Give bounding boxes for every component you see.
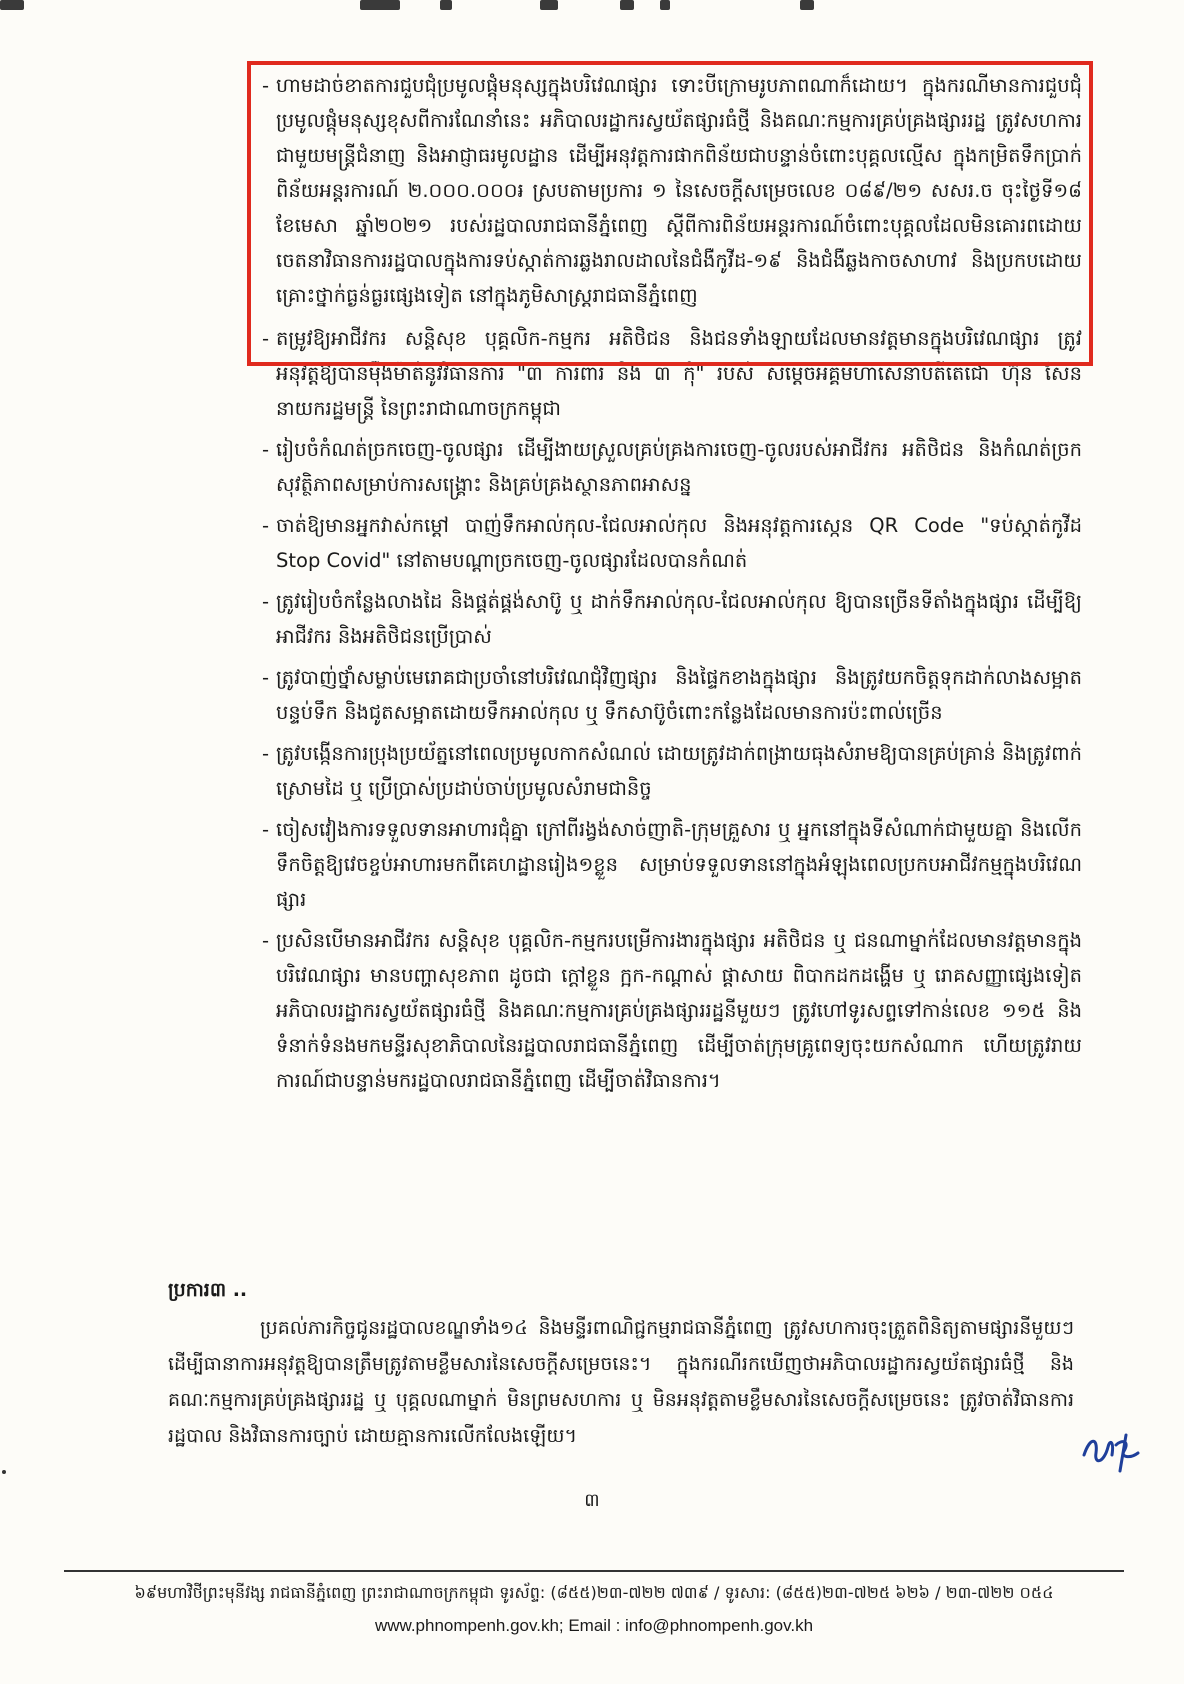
clause-3-title: ប្រការ៣ .. <box>168 1279 248 1301</box>
bullet-8: - ចៀសវៀងការទទួលទានអាហារជុំគ្នា ក្រៅពីរង្វង់សាច់ញាតិ-ក្រុមគ្រួសារ ឬ អ្នកនៅក្នុងទីសំណាក់ជាមួយគ្នា និងលើកទឹកចិត្តឱ្យវេចខ្ចប់អាហារមកពីគេហដ្ឋានរៀង១ខ្លួន សម្រាប់ទទួលទាននៅក្នុងអំឡុងពេលប្រកបអាជីវកម្មក្នុងបរិវេណផ្សារ <box>262 812 1082 917</box>
clause-3-body: ប្រគល់ភារកិច្ចជូនរដ្ឋបាលខណ្ឌទាំង១៤ និងមន្ទីរពាណិជ្ជកម្មរាជធានីភ្នំពេញ ត្រូវសហការចុះត្រួតពិនិត្យតាមផ្សារនីមួយៗ ដើម្បីធានាការអនុវត្តឱ្យបានត្រឹមត្រូវតាមខ្លឹមសារនៃសេចក្តីសម្រេចនេះ។ ក្នុងករណីរកឃើញថាអភិបាលរដ្ឋាករស្វយ័តផ្សារធំថ្មី និងគណៈកម្មការគ្រប់គ្រងផ្សាររដ្ឋ ឬ បុគ្គលណាម្នាក់ មិនព្រមសហការ ឬ មិនអនុវត្តតាមខ្លឹមសារនៃសេចក្តីសម្រេចនេះ ត្រូវចាត់វិធានការរដ្ឋបាល និងវិធានការច្បាប់ ដោយគ្មានការលើកលែងឡើយ។ <box>168 1317 1074 1447</box>
footer-divider <box>64 1570 1124 1572</box>
signature-initials <box>1080 1425 1150 1475</box>
bullet-1: - ហាមដាច់ខាតការជួបជុំប្រមូលផ្តុំមនុស្សក្នុងបរិវេណផ្សារ ទោះបីក្រោមរូបភាពណាក៏ដោយ។ ក្នុងករណីមានការជួបជុំប្រមូលផ្តុំមនុស្សខុសពីការណែនាំនេះ អភិបាលរដ្ឋាករស្វយ័តផ្សារធំថ្មី និងគណៈកម្មការគ្រប់គ្រងផ្សាររដ្ឋ ត្រូវសហការជាមួយមន្ត្រីជំនាញ និងអាជ្ញាធរមូលដ្ឋាន ដើម្បីអនុវត្តការផាកពិន័យជាបន្ទាន់ចំពោះបុគ្គលល្មើស ក្នុងកម្រិតទឹកប្រាក់ពិន័យអន្តរការណ៍ ២.០០០.០០០៛ ស្របតាមប្រការ ១ នៃសេចក្តីសម្រេចលេខ ០៨៩/២១ សសរ.ច ចុះថ្ងៃទី១៨ ខែមេសា ឆ្នាំ២០២១ របស់រដ្ឋបាលរាជធានីភ្នំពេញ ស្តីពីការពិន័យអន្តរការណ៍ចំពោះបុគ្គលដែលមិនគោរពដោយចេតនាវិធានការរដ្ឋបាលក្នុងការទប់ស្កាត់ការឆ្លងរាលដាលនៃជំងឺកូវីដ-១៩ និងជំងឺឆ្លងកាចសាហាវ និងប្រកបដោយគ្រោះថ្នាក់ធ្ងន់ធ្ងរផ្សេងទៀត នៅក្នុងភូមិសាស្ត្ររាជធានីភ្នំពេញ <box>262 68 1082 313</box>
bullet-9: - ប្រសិនបើមានអាជីវករ សន្តិសុខ បុគ្គលិក-កម្មករបម្រើការងារក្នុងផ្សារ អតិថិជន ឬ ជនណាម្នាក់ដែលមានវត្តមានក្នុងបរិវេណផ្សារ មានបញ្ហាសុខភាព ដូចជា ក្តៅខ្លួន ក្អក-កណ្តាស់ ផ្តាសាយ ពិបាកដកដង្ហើម ឬ រោគសញ្ញាផ្សេងទៀត អភិបាលរដ្ឋាករស្វយ័តផ្សារធំថ្មី និងគណៈកម្មការគ្រប់គ្រងផ្សាររដ្ឋនីមួយៗ ត្រូវហៅទូរសព្ទទៅកាន់លេខ ១១៥ និងទំនាក់ទំនងមកមន្ទីរសុខាភិបាលនៃរដ្ឋបាលរាជធានីភ្នំពេញ ដើម្បីចាត់ក្រុមគ្រូពេទ្យចុះយកសំណាក ហើយត្រូវរាយការណ៍ជាបន្ទាន់មករដ្ឋបាលរាជធានីភ្នំពេញ ដើម្បីចាត់វិធានការ។ <box>262 923 1082 1098</box>
bullet-2: - តម្រូវឱ្យអាជីវករ សន្តិសុខ បុគ្គលិក-កម្មករ អតិថិជន និងជនទាំងឡាយដែលមានវត្តមានក្នុងបរិវេណផ្សារ ត្រូវអនុវត្តឱ្យបានម៉ឺងម៉ាត់នូវវិធានការ "៣ ការពារ និង ៣ កុំ" របស់ សម្តេចអគ្គមហាសេនាបតីតេជោ ហ៊ុន សែន នាយករដ្ឋមន្ត្រី នៃព្រះរាជាណាចក្រកម្ពុជា <box>262 321 1082 426</box>
bullet-3: - រៀបចំកំណត់ច្រកចេញ-ចូលផ្សារ ដើម្បីងាយស្រួលគ្រប់គ្រងការចេញ-ចូលរបស់អាជីវករ អតិថិជន និងកំណត់ច្រកសុវត្ថិភាពសម្រាប់ការសង្គ្រោះ និងគ្រប់គ្រងស្ថានភាពអាសន្ន <box>262 432 1082 502</box>
page-number: ៣ <box>584 1490 600 1511</box>
page-edge-mark <box>2 1470 6 1474</box>
footer-web-email: www.phnompenh.gov.kh; Email : info@phnompenh.gov.kh <box>374 1616 814 1635</box>
footer-contacts: ៦៩មហាវិថីព្រះមុនីវង្ស រាជធានីភ្នំពេញ ព្រះរាជាណាចក្រកម្ពុជា ទូរស័ព្ទ: (៨៥៥)២៣-៧២២ ៧៣៩ / ទូរសារ: (៨៥៥)២៣-៧២៥ ៦២៦ / ២៣-៧២២ ០៥៤ <box>134 1583 1054 1602</box>
bullet-6: - ត្រូវបាញ់ថ្នាំសម្លាប់មេរោគជាប្រចាំនៅបរិវេណជុំវិញផ្សារ និងផ្ទៃកខាងក្នុងផ្សារ និងត្រូវយកចិត្តទុកដាក់លាងសម្អាតបន្ទប់ទឹក និងជូតសម្អាតដោយទឹកអាល់កុល ឬ ទឹកសាប៊ូចំពោះកន្លែងដែលមានការប៉ះពាល់ច្រើន <box>262 660 1082 730</box>
highlight-box <box>247 61 1093 366</box>
top-cropped-text <box>0 0 1184 20</box>
bullet-7: - ត្រូវបង្កើនការប្រុងប្រយ័ត្ននៅពេលប្រមូលកាកសំណល់ ដោយត្រូវដាក់ពង្រាយធុងសំរាមឱ្យបានគ្រប់គ្រាន់ និងត្រូវពាក់ស្រោមដៃ ឬ ប្រើប្រាស់ប្រដាប់ចាប់ប្រមូលសំរាមជានិច្ច <box>262 736 1082 806</box>
bullet-5: - ត្រូវរៀបចំកន្លែងលាងដៃ និងផ្គត់ផ្គង់សាប៊ូ ឬ ដាក់ទឹកអាល់កុល-ជែលអាល់កុល ឱ្យបានច្រើនទីតាំងក្នុងផ្សារ ដើម្បីឱ្យអាជីវករ និងអតិថិជនប្រើប្រាស់ <box>262 584 1082 654</box>
bullet-4: - ចាត់ឱ្យមានអ្នកវាស់កម្តៅ បាញ់ទឹកអាល់កុល-ជែលអាល់កុល និងអនុវត្តការស្កេន QR Code "ទប់ស្កាត់កូវីដ Stop Covid" នៅតាមបណ្តាច្រកចេញ-ចូលផ្សារដែលបានកំណត់ <box>262 508 1082 578</box>
